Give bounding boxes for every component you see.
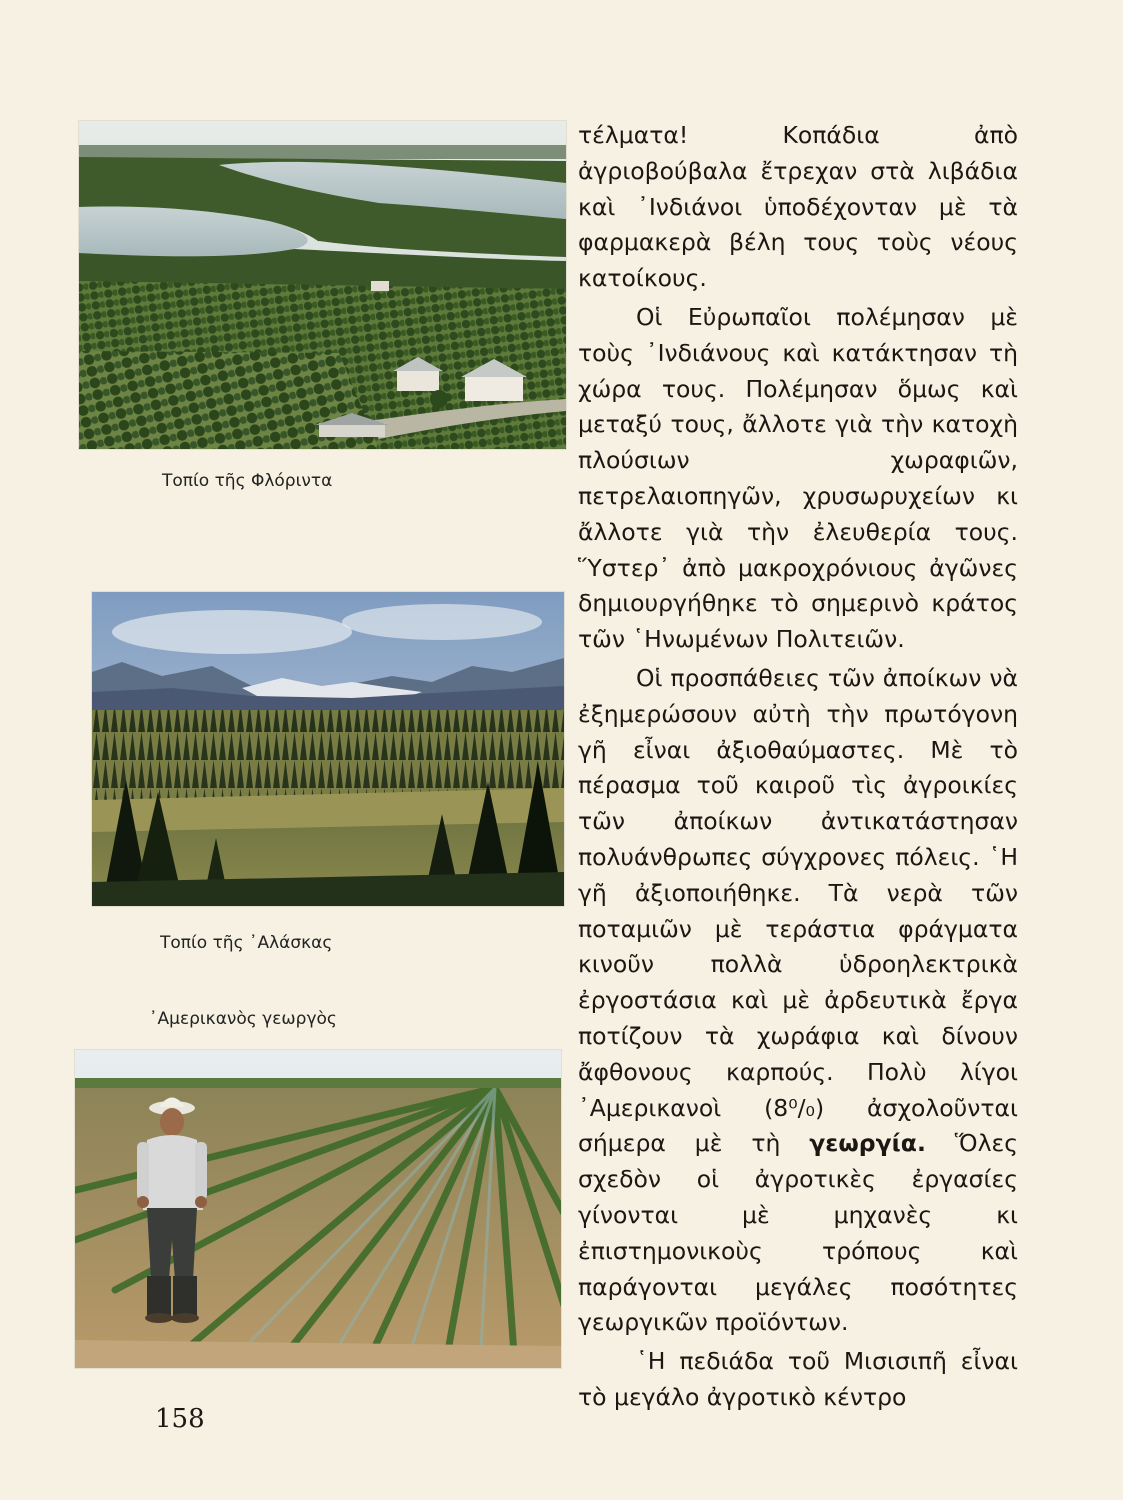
paragraph-2: Οἱ Εὐρωπαῖοι πολέμησαν μὲ τοὺς ᾿Ινδιάνους καὶ κατάκτησαν τὴ χώρα τους. Πολέμησαν ὅμως καὶ μεταξύ τους, ἄλλοτε γιὰ τὴν κατοχὴ πλούσιων χωραφιῶν, πετρελαιοπηγῶν, χρυσωρυχείων κι ἄλλοτε γιὰ τὴν ἐλευθερία τους. Ὕστερ᾿ ἀπὸ μακροχρόνιους ἀγῶνες δημιουργήθηκε τὸ σημερινὸ κράτος τῶν ῾Ηνωμένων Πολιτειῶν. [578, 302, 1018, 654]
body-text-column [578, 118, 1018, 1416]
alaska-caption: Τοπίο τῆς ᾿Αλάσκας [160, 933, 333, 953]
farmer-photo [75, 1050, 561, 1368]
page-number: 158 [155, 1404, 205, 1434]
paragraph-1: τέλματα! Κοπάδια ἀπὸ ἀγριοβούβαλα ἔτρεχαν στὰ λιβάδια καὶ ᾿Ινδιάνοι ὑποδέχονταν μὲ τὰ φαρμακερὰ βέλη τους τοὺς νέους κατοίκους. [578, 121, 1018, 293]
florida-caption: Τοπίο τῆς Φλόριντα [162, 471, 333, 491]
paragraph-3-text: Οἱ προσπάθειες τῶν ἀποίκων νὰ ἐξημερώσουν αὐτὴ τὴν πρωτόγονη γῆ εἶναι ἀξιοθαύμαστες. Μὲ τὸ πέρασμα τοῦ καιροῦ τὶς ἀγροικίες τῶν ἀποίκων ἀντικατάστησαν πολυάνθρωπες σύγχρονες πόλεις. ῾Η γῆ ἀξιοποιήθηκε. Τὰ νερὰ τῶν ποταμιῶν μὲ τεράστια φράγματα κινοῦν πολλὰ ὑδροηλεκτρικὰ ἐργοστάσια καὶ μὲ ἀρδευτικὰ ἔργα ποτίζουν τὰ χωράφια καὶ δίνουν ἄφθονους καρπούς. Πολὺ λίγοι ᾿Αμερικανοὶ (8⁰/₀) ἀσχολοῦνται σήμερα μὲ τὴ [578, 663, 1018, 1158]
american-farmer-image [75, 1050, 561, 1368]
alaska-landscape-image [92, 592, 564, 906]
paragraph-3-continuation: Ὅλες σχεδὸν οἱ ἀγροτικὲς ἐργασίες γίνονται μὲ μηχανὲς κι ἐπιστημονικοὺς τρόπους καὶ παράγονται μεγάλες ποσότητες γεωργικῶν προϊόντων. [578, 1129, 1018, 1337]
paragraph-3 [578, 661, 1018, 1341]
paragraph-4: ῾Η πεδιάδα τοῦ Μισισιπῆ εἶναι τὸ μεγάλο ἀγροτικὸ κέντρο [578, 1347, 1018, 1411]
florida-photo [79, 121, 566, 449]
alaska-photo [92, 592, 564, 906]
florida-landscape-image [79, 121, 566, 449]
keyword-georgia: γεωργία. [809, 1129, 926, 1158]
farmer-caption: ᾿Αμερικανὸς γεωργὸς [149, 1009, 337, 1029]
